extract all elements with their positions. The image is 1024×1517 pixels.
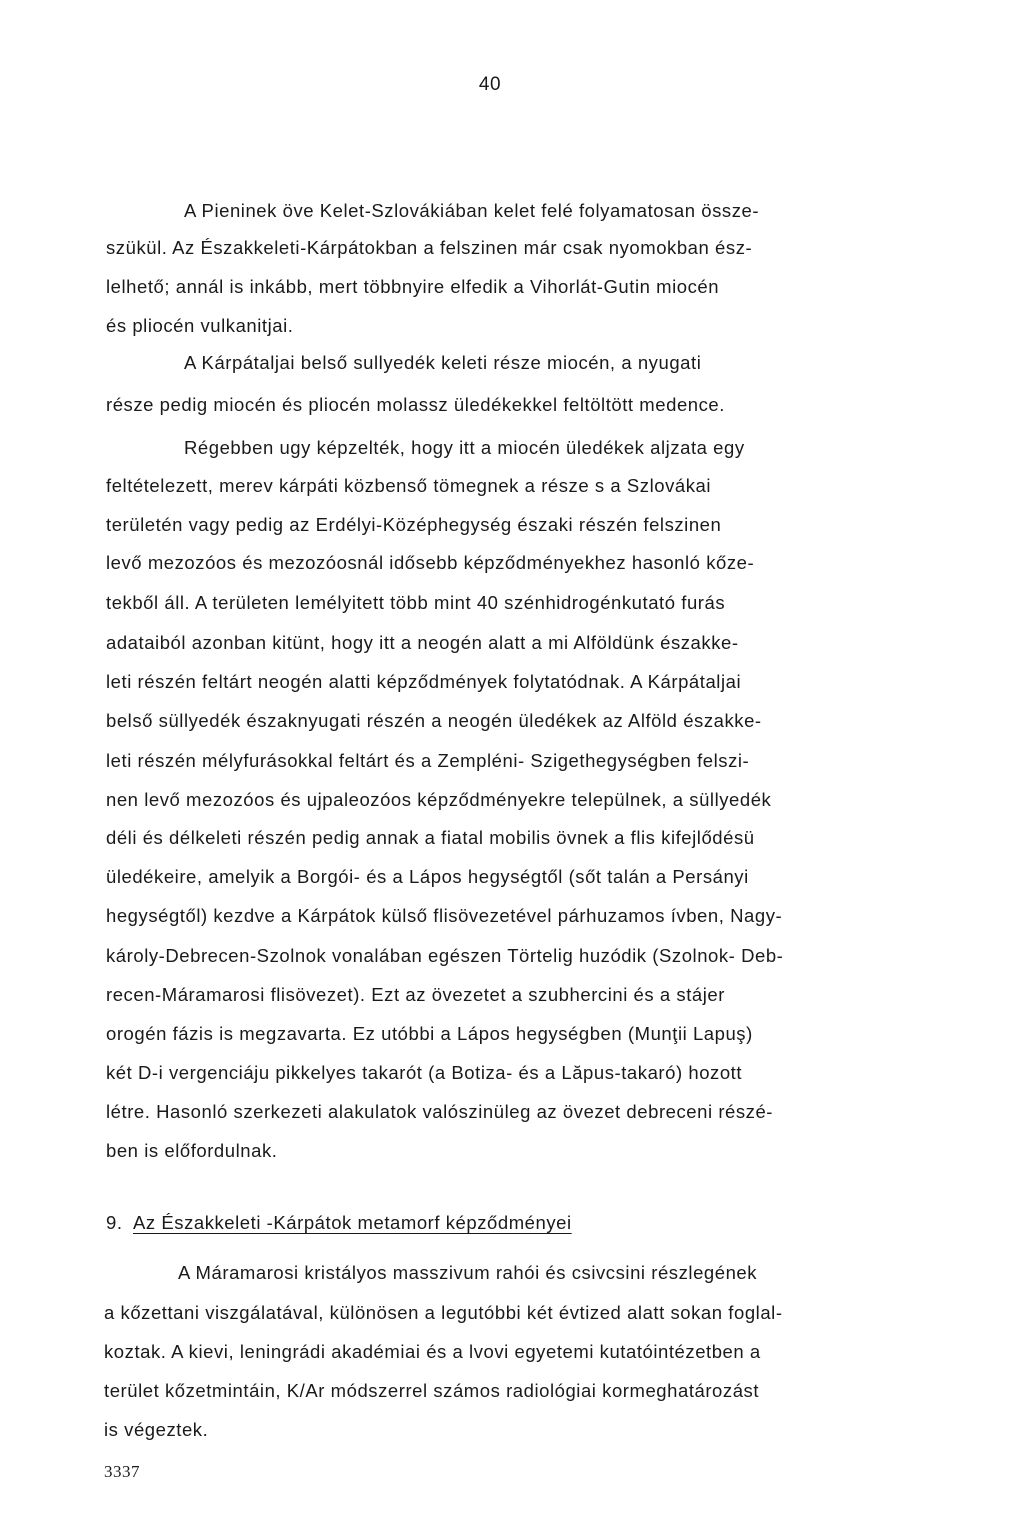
- body-line: része pedig miocén és pliocén molassz üledékekkel feltöltött medence.: [106, 394, 725, 415]
- body-line: két D-i vergenciáju pikkelyes takarót (a Botiza- és a Lăpus-takaró) hozott: [106, 1062, 743, 1083]
- body-line: belső süllyedék északnyugati részén a neogén üledékek az Alföld északke-: [106, 710, 762, 731]
- body-line: recen-Máramarosi flisövezet). Ezt az övezetet a szubhercini és a stájer: [106, 984, 725, 1005]
- page-number: 40: [478, 74, 502, 95]
- body-line: is végeztek.: [104, 1419, 209, 1440]
- section-heading-title: Az Északkeleti -Kárpátok metamorf képződményei: [133, 1212, 572, 1233]
- body-line: feltételezett, merev kárpáti közbenső tömegnek a része s a Szlovákai: [106, 475, 712, 496]
- body-line: A Kárpátaljai belső sullyedék keleti része miocén, a nyugati: [184, 352, 702, 373]
- body-line: levő mezozóos és mezozóosnál idősebb képződményekhez hasonló kőze-: [106, 552, 755, 573]
- body-line: déli és délkeleti részén pedig annak a fiatal mobilis övnek a flis kifejlődésü: [106, 827, 755, 848]
- body-line: károly-Debrecen-Szolnok vonalában egészen Törtelig huzódik (Szolnok- Deb-: [106, 945, 784, 966]
- body-line: területén vagy pedig az Erdélyi-Középhegység északi részén felszinen: [106, 514, 722, 535]
- body-line: és pliocén vulkanitjai.: [106, 315, 294, 336]
- body-line: leti részén mélyfurásokkal feltárt és a Zempléni- Szigethegységben felszi-: [106, 750, 750, 771]
- body-line: adataiból azonban kitünt, hogy itt a neogén alatt a mi Alföldünk északke-: [106, 632, 739, 653]
- body-line: A Máramarosi kristályos masszivum rahói és csivcsini részlegének: [178, 1262, 758, 1283]
- body-line: orogén fázis is megzavarta. Ez utóbbi a Lápos hegységben (Munţii Lapuş): [106, 1023, 753, 1044]
- body-line: nen levő mezozóos és ujpaleozóos képződményekre települnek, a süllyedék: [106, 789, 772, 810]
- body-line: Régebben ugy képzelték, hogy itt a miocén üledékek aljzata egy: [184, 437, 745, 458]
- body-line: üledékeire, amelyik a Borgói- és a Lápos hegységtől (sőt talán a Persányi: [106, 866, 749, 887]
- body-line: hegységtől) kezdve a Kárpátok külső flisövezetével párhuzamos ívben, Nagy-: [106, 905, 783, 926]
- body-line: létre. Hasonló szerkezeti alakulatok valószinüleg az övezet debreceni részé-: [106, 1101, 774, 1122]
- body-line: szükül. Az Északkeleti-Kárpátokban a felszinen már csak nyomokban ész-: [106, 237, 753, 258]
- section-heading-number: 9.: [106, 1212, 123, 1233]
- footer-code: 3337: [104, 1462, 140, 1481]
- body-line: terület kőzetmintáin, K/Ar módszerrel számos radiológiai kormeghatározást: [104, 1380, 760, 1401]
- body-line: tekből áll. A területen lemélyitett több mint 40 szénhidrogénkutató furás: [106, 592, 726, 613]
- body-line: koztak. A kievi, leningrádi akadémiai és a lvovi egyetemi kutatóintézetben a: [104, 1341, 761, 1362]
- body-line: ben is előfordulnak.: [106, 1140, 278, 1161]
- body-line: a kőzettani viszgálatával, különösen a legutóbbi két évtized alatt sokan foglal-: [104, 1302, 783, 1323]
- body-line: leti részén feltárt neogén alatti képződmények folytatódnak. A Kárpátaljai: [106, 671, 742, 692]
- body-line: A Pieninek öve Kelet-Szlovákiában kelet felé folyamatosan össze-: [184, 200, 760, 221]
- body-line: lelhető; annál is inkább, mert többnyire elfedik a Vihorlát-Gutin miocén: [106, 276, 720, 297]
